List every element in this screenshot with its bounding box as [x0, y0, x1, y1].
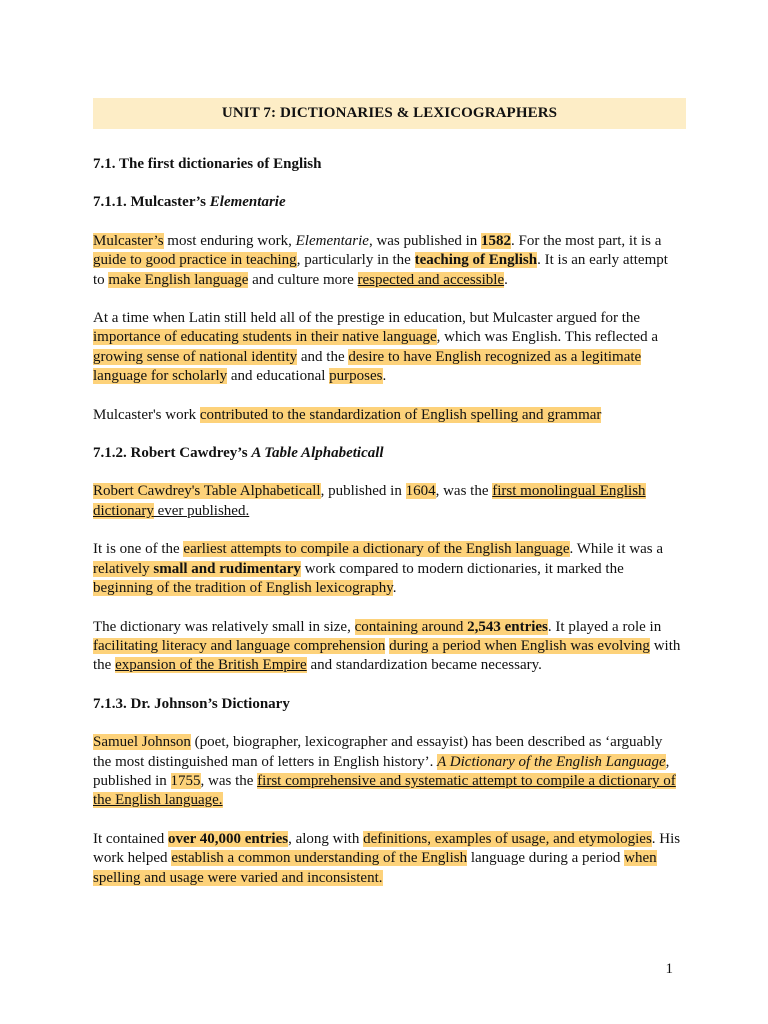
heading-work-title: A Table Alphabeticall — [251, 445, 384, 462]
paragraph-mulcaster-2 — [93, 309, 683, 387]
heading-number: 7.1.2. Robert Cawdrey’s — [93, 445, 248, 462]
text-run: with the — [93, 637, 681, 674]
text-run: At a time when Latin still held all of the prestige in education, but Mulcaster argued for the — [93, 310, 641, 327]
highlighted-bold-text: small and rudimentary — [153, 560, 301, 577]
highlighted-text: 1582 — [481, 232, 512, 249]
highlighted-text: guide to good practice in teaching — [93, 252, 297, 269]
text-run: The dictionary was relatively small in size, — [93, 618, 355, 635]
highlighted-text: facilitating literacy and language comprehension — [93, 637, 386, 654]
highlighted-text: 1604 — [405, 483, 436, 500]
text-run: . It played a role in — [547, 618, 662, 635]
text-run: , particularly in the — [296, 252, 415, 269]
text-run: and culture more — [248, 271, 358, 288]
work-title-text: Elementarie — [295, 232, 369, 249]
highlighted-text: when — [624, 850, 657, 867]
text-run: . — [504, 271, 508, 288]
highlighted-underlined-text: first monolingual English dictionary — [93, 483, 646, 519]
paragraph-cawdrey-1 — [93, 482, 683, 521]
section-heading-7-1-1 — [93, 193, 683, 212]
highlighted-text: desire to have English recognized as a legitimate language for scholarly — [93, 348, 642, 385]
highlighted-text: Mulcaster’s — [93, 232, 164, 249]
highlighted-underlined-text: respected and accessible — [357, 271, 505, 288]
section-heading-7-1-3: 7.1.3. Dr. Johnson’s Dictionary — [93, 695, 290, 712]
highlighted-text: Samuel Johnson — [93, 734, 191, 751]
highlighted-text: relatively — [93, 560, 154, 577]
highlighted-text: growing sense of national identity — [93, 348, 298, 365]
text-run: and standardization became necessary. — [306, 657, 542, 674]
text-run: (poet, biographer, lexicographer and essayist) has been described as ‘arguably the most distinguished man of letters in English history’. — [93, 734, 663, 770]
text-run: It is one of the — [93, 541, 184, 558]
highlighted-text: definitions, examples of usage, and etymologies — [363, 830, 652, 847]
highlighted-underlined-text: expansion of the British Empire — [115, 657, 307, 674]
paragraph-johnson-1 — [93, 733, 683, 811]
highlighted-text: purposes — [329, 368, 383, 385]
text-run: , was the — [435, 483, 493, 500]
text-run: . For the most part, it is a — [511, 232, 662, 249]
page-number: 1 — [665, 961, 673, 977]
highlighted-text: during a period when English was evolving — [389, 637, 650, 654]
highlighted-underlined-text: first comprehensive and systematic attempt to compile a dictionary of the English language. — [93, 772, 676, 809]
highlighted-bold-text: over 40,000 entries — [167, 830, 289, 847]
document-body — [93, 155, 683, 888]
heading-work-title: Elementarie — [209, 194, 286, 211]
unit-title: UNIT 7: DICTIONARIES & LEXICOGRAPHERS — [221, 105, 558, 121]
highlighted-text: make English language — [108, 271, 249, 288]
text-run: , published in — [93, 753, 670, 789]
paragraph-johnson-2 — [93, 830, 683, 888]
text-run: Mulcaster's work — [93, 406, 200, 423]
text-run: It contained — [93, 830, 168, 847]
highlighted-text: Robert Cawdrey's Table Alphabeticall — [93, 483, 321, 500]
text-run: . It is an early attempt to — [93, 252, 668, 288]
text-run: and the — [297, 348, 349, 365]
text-run: work compared to modern dictionaries, it marked the — [300, 560, 624, 577]
section-heading-7-1-2 — [93, 444, 683, 463]
unit-title-banner — [93, 98, 686, 129]
highlighted-text: 1755 — [170, 772, 201, 789]
text-run: , which was English. This reflected a — [436, 329, 658, 346]
highlighted-text: establish a common understanding of the English — [171, 850, 468, 867]
paragraph-mulcaster-3 — [93, 406, 683, 425]
text-run: most enduring work, — [163, 232, 296, 249]
highlighted-text: earliest attempts to compile a dictionary of the English language — [183, 541, 570, 558]
highlighted-text: importance of educating students in their native language — [93, 329, 437, 346]
highlighted-text: teaching of English — [414, 252, 538, 269]
highlighted-text: spelling and usage were varied and inconsistent. — [93, 869, 383, 886]
highlighted-work-title: A Dictionary of the English Language — [437, 753, 666, 770]
text-run: language during a period — [467, 850, 625, 867]
paragraph-cawdrey-2 — [93, 540, 683, 598]
text-run: . — [382, 368, 387, 385]
section-heading-7-1: 7.1. The first dictionaries of English — [93, 156, 322, 172]
paragraph-cawdrey-3 — [93, 618, 683, 676]
text-run: . His work helped — [93, 830, 681, 867]
heading-number: 7.1.1. Mulcaster’s — [93, 194, 207, 211]
highlighted-text: containing around — [354, 618, 468, 635]
underlined-text: ever published. — [153, 502, 250, 519]
highlighted-text: contributed to the standardization of English spelling and grammar — [199, 406, 602, 423]
highlighted-bold-text: 2,543 entries — [467, 618, 548, 635]
text-run: and educational — [227, 368, 330, 385]
text-run: . While it was a — [569, 541, 663, 558]
text-run: , published in — [320, 483, 406, 500]
paragraph-mulcaster-1 — [93, 232, 683, 290]
text-run: , was published in — [368, 232, 482, 249]
text-run: , along with — [288, 830, 364, 847]
text-run: . — [392, 580, 397, 597]
highlighted-text: beginning of the tradition of English lexicography — [93, 580, 393, 597]
text-run: , was the — [200, 772, 258, 789]
